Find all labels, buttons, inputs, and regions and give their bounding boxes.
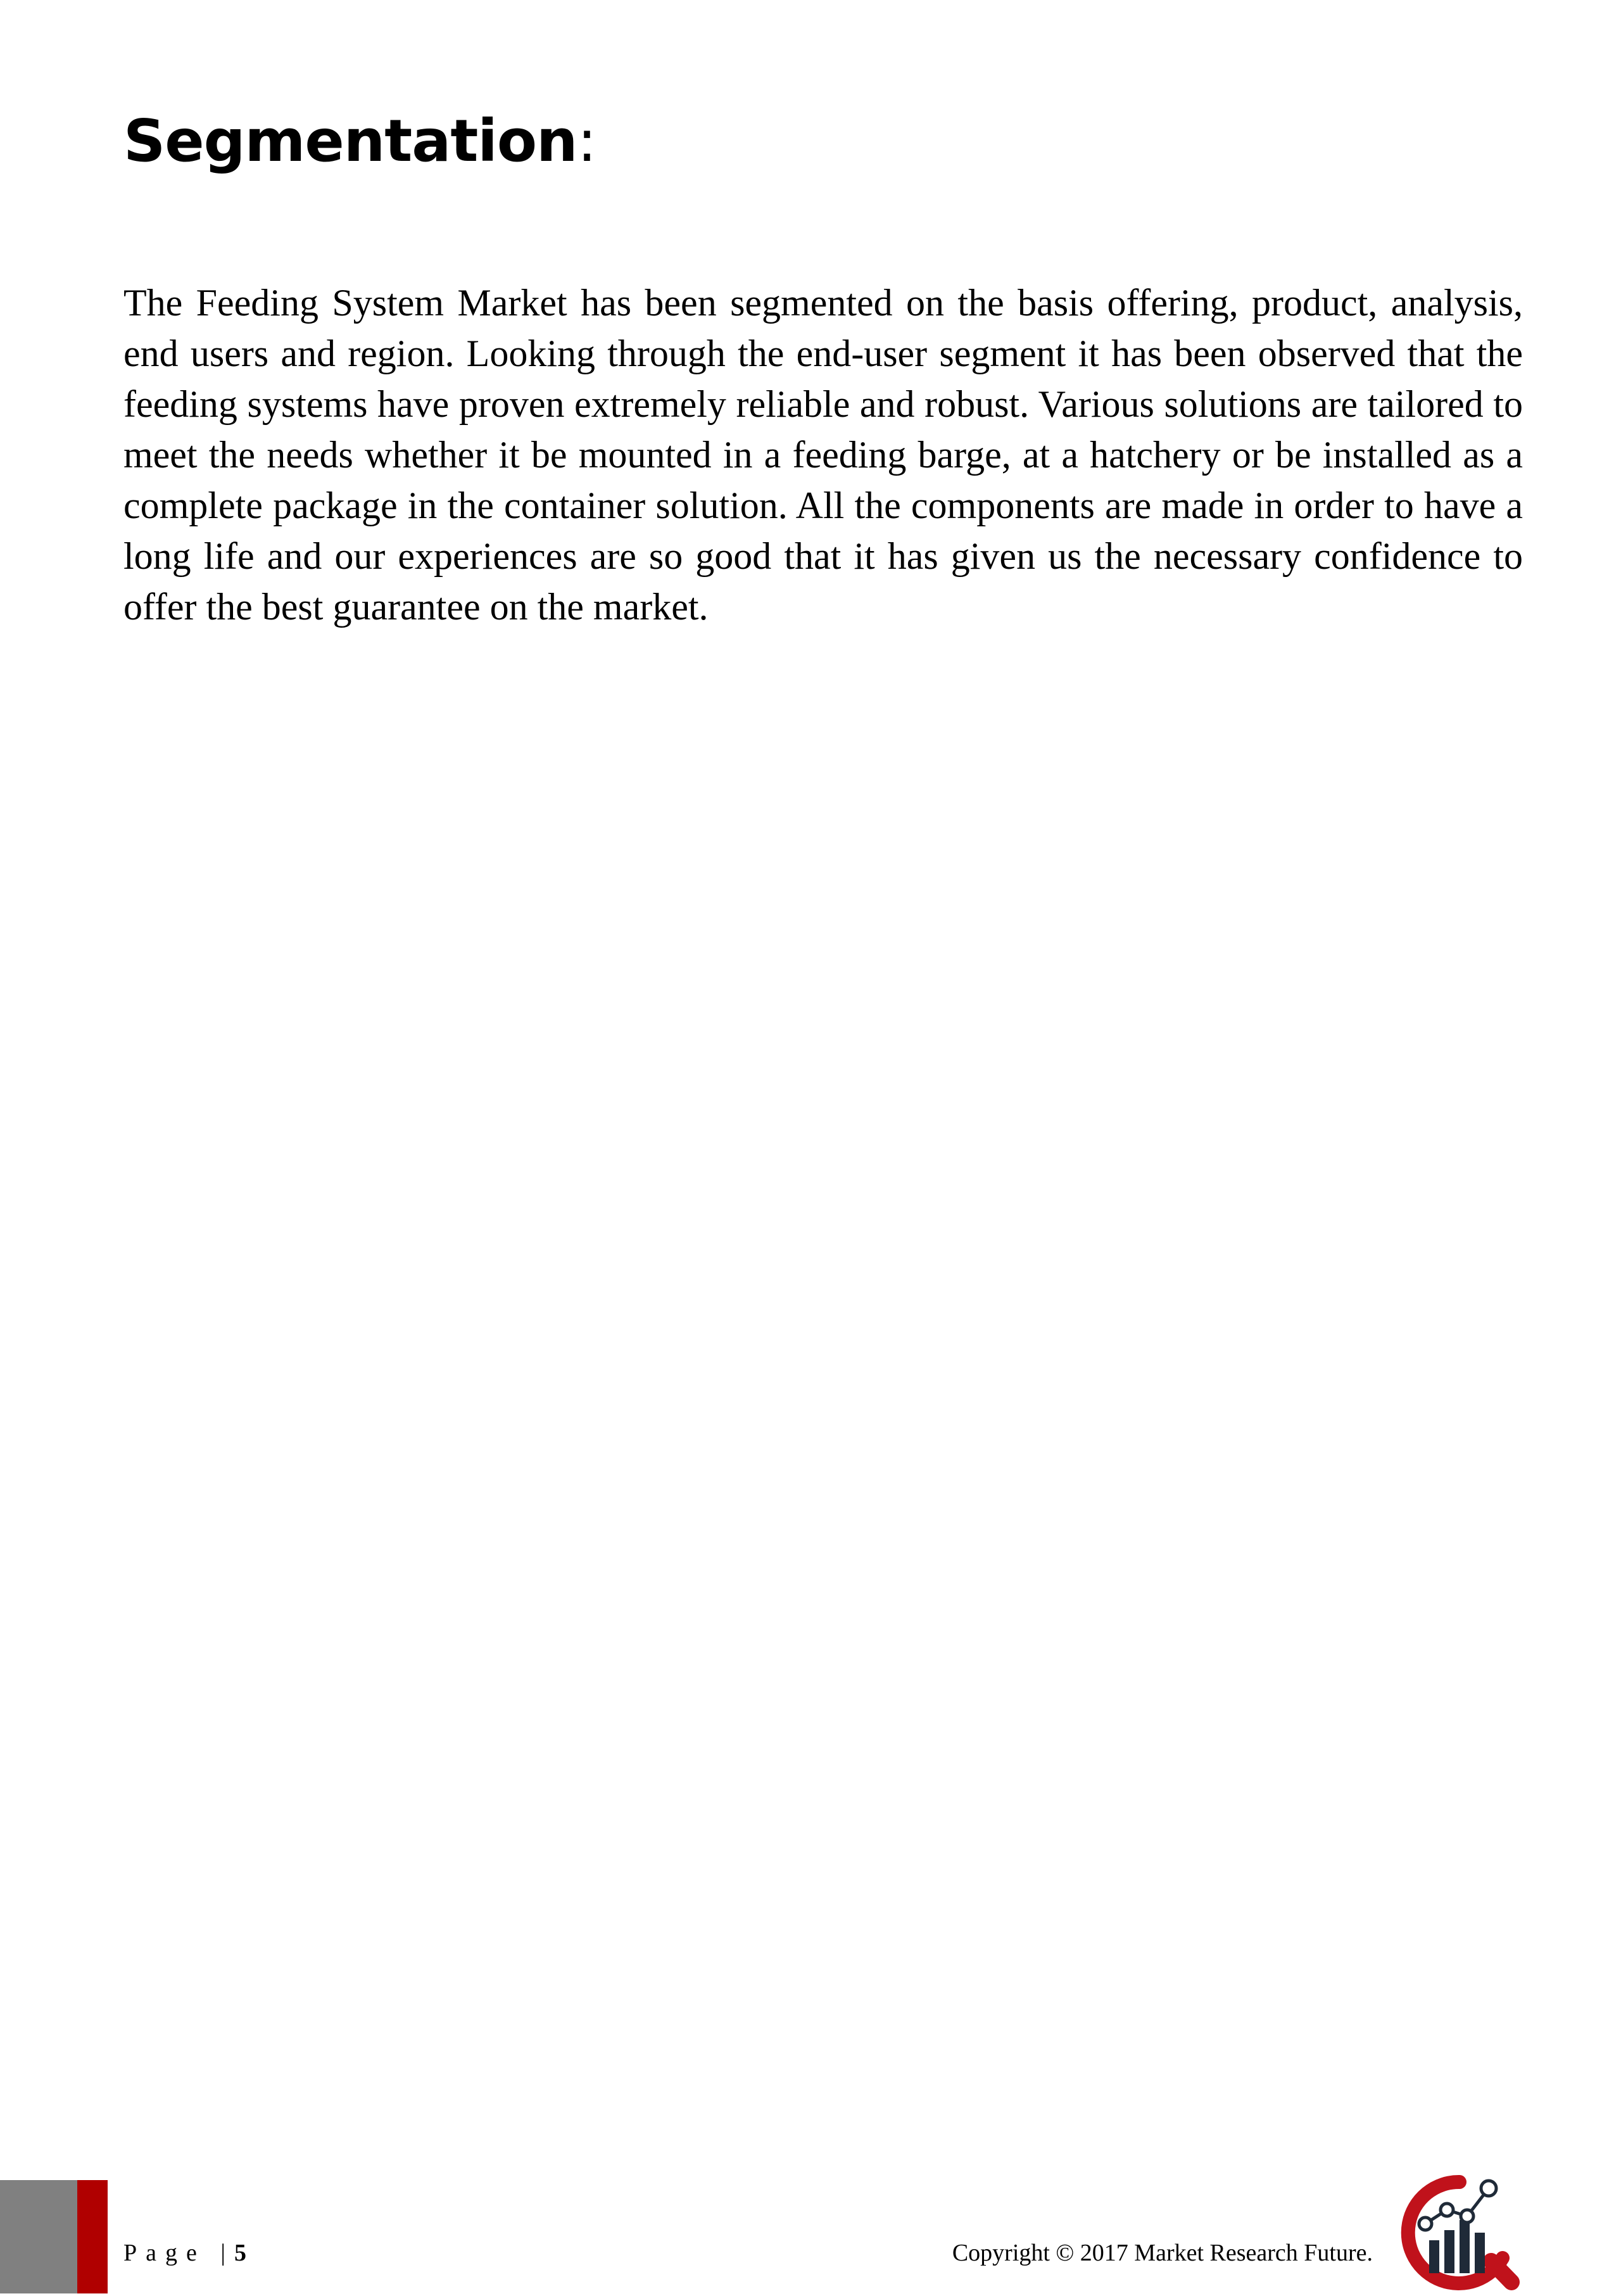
title-colon: : xyxy=(577,107,596,175)
section-title: Segmentation xyxy=(123,107,577,175)
page-number: 5 xyxy=(234,2240,246,2266)
page-label: Page | xyxy=(123,2240,234,2266)
footer-red-bar xyxy=(77,2180,108,2293)
copyright-notice: Copyright © 2017 Market Research Future. xyxy=(952,2240,1373,2266)
footer-gray-bar xyxy=(0,2180,77,2293)
page-number-label xyxy=(123,2239,246,2267)
market-research-future-logo-icon xyxy=(1396,2169,1523,2296)
page-title xyxy=(123,106,596,176)
body-paragraph: The Feeding System Market has been segmented on the basis offering, product, analysis, end users and region. Looking through the end-user segment it has been observed that the feeding systems have proven extremely reliable and robust. Various solutions are tailored to meet the needs whether it be mounted in a feeding barge, at a hatchery or be installed as a complete package in the container solution. All the components are made in order to have a long life and our experiences are so good that it has given us the necessary confidence to offer the best guarantee on the market. xyxy=(123,282,1523,628)
